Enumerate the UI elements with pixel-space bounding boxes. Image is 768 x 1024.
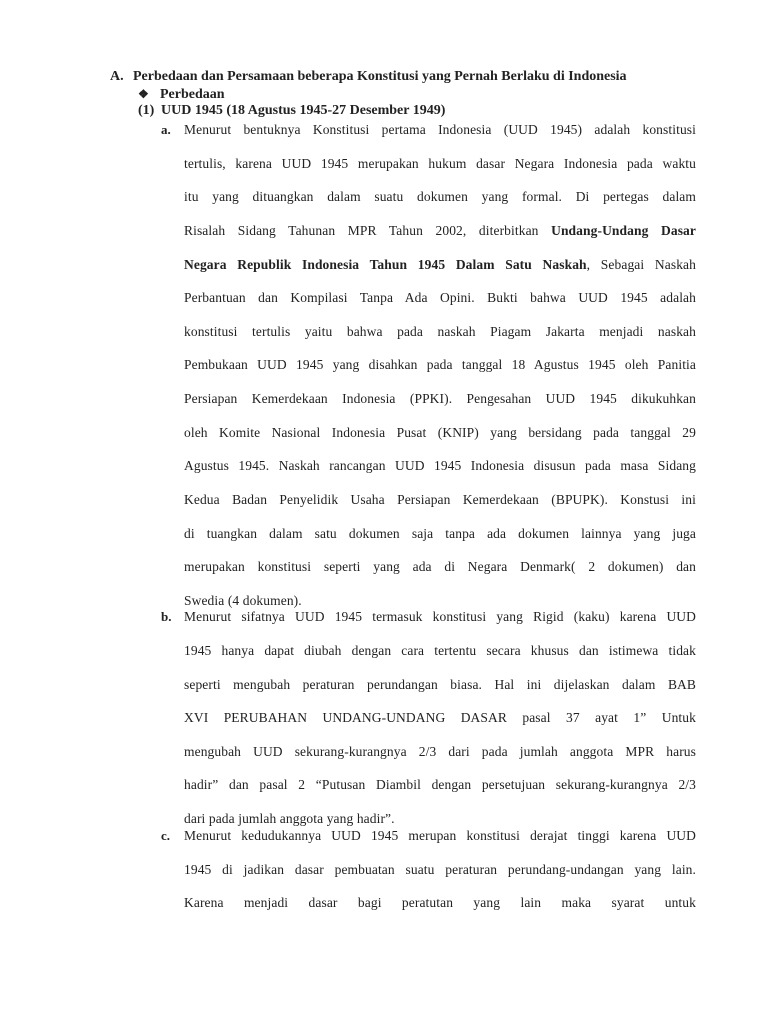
section-number: (1) [138,103,155,118]
paragraph-line: mengubah UUD sekurang-kurangnya 2/3 dari pada jumlah anggota MPR harus [184,744,696,759]
heading-letter: A. [110,69,124,84]
paragraph-line: 1945 hanya dapat diubah dengan cara tertentu secara khusus dan istimewa tidak [184,643,696,658]
paragraph-line: Persiapan Kemerdekaan Indonesia (PPKI). Pengesahan UUD 1945 dikukuhkan [184,391,696,406]
paragraph-line: 1945 di jadikan dasar pembuatan suatu peraturan perundang-undangan yang lain. [184,862,696,877]
paragraph-line: Swedia (4 dokumen). [184,593,302,608]
bold-law-title: Negara Republik Indonesia Tahun 1945 Dalam Satu Naskah [184,257,587,272]
paragraph-line: itu yang dituangkan dalam suatu dokumen yang formal. Di pertegas dalam [184,189,696,204]
paragraph-line: seperti mengubah peraturan perundangan biasa. Hal ini dijelaskan dalam BAB [184,677,696,692]
item-b-letter: b. [161,609,172,624]
paragraph-line: tertulis, karena UUD 1945 merupakan hukum dasar Negara Indonesia pada waktu [184,156,696,171]
paragraph-line: Kedua Badan Penyelidik Usaha Persiapan Kemerdekaan (BPUPK). Konstusi ini [184,492,696,507]
paragraph-line: XVI PERUBAHAN UNDANG-UNDANG DASAR pasal 37 ayat 1” Untuk [184,710,696,725]
subheading [138,86,225,103]
paragraph-line [184,222,696,239]
subheading-text: Perbedaan [160,87,225,102]
paragraph-line: Karena menjadi dasar bagi peratutan yang lain maka syarat untuk [184,895,696,910]
paragraph-line: Menurut kedudukannya UUD 1945 merupan konstitusi derajat tinggi karena UUD [184,828,696,843]
section-title: UUD 1945 (18 Agustus 1945-27 Desember 1949) [161,103,446,118]
paragraph-line: Perbantuan dan Kompilasi Tanpa Ada Opini. Bukti bahwa UUD 1945 adalah [184,290,696,305]
paragraph-line: Agustus 1945. Naskah rancangan UUD 1945 Indonesia disusun pada masa Sidang [184,458,696,473]
paragraph-line: Menurut sifatnya UUD 1945 termasuk konstitusi yang Rigid (kaku) karena UUD [184,609,696,624]
paragraph-line: konstitusi tertulis yaitu bahwa pada naskah Piagam Jakarta menjadi naskah [184,324,696,339]
paragraph-line [184,256,696,273]
paragraph-line: Pembukaan UUD 1945 yang disahkan pada tanggal 18 Agustus 1945 oleh Panitia [184,357,696,372]
heading-title: Perbedaan dan Persamaan beberapa Konstitusi yang Pernah Berlaku di Indonesia [133,69,627,84]
line-text: Risalah Sidang Tahunan MPR Tahun 2002, diterbitkan [184,223,539,238]
paragraph-line: oleh Komite Nasional Indonesia Pusat (KNIP) yang bersidang pada tanggal 29 [184,425,696,440]
diamond-bullet-icon: ❖ [138,87,149,101]
paragraph-line: Menurut bentuknya Konstitusi pertama Indonesia (UUD 1945) adalah konstitusi [184,122,696,137]
item-c-letter: c. [161,828,171,843]
line-text: , Sebagai Naskah [586,257,696,272]
bold-law-title: Undang-Undang Dasar [551,223,696,238]
paragraph-line: merupakan konstitusi seperti yang ada di Negara Denmark( 2 dokumen) dan [184,559,696,574]
paragraph-line: dari pada jumlah anggota yang hadir”. [184,811,395,826]
paragraph-line: di tuangkan dalam satu dokumen saja tanpa ada dokumen lainnya yang juga [184,526,696,541]
paragraph-line: hadir” dan pasal 2 “Putusan Diambil dengan persetujuan sekurang-kurangnya 2/3 [184,777,696,792]
item-a-letter: a. [161,122,171,137]
